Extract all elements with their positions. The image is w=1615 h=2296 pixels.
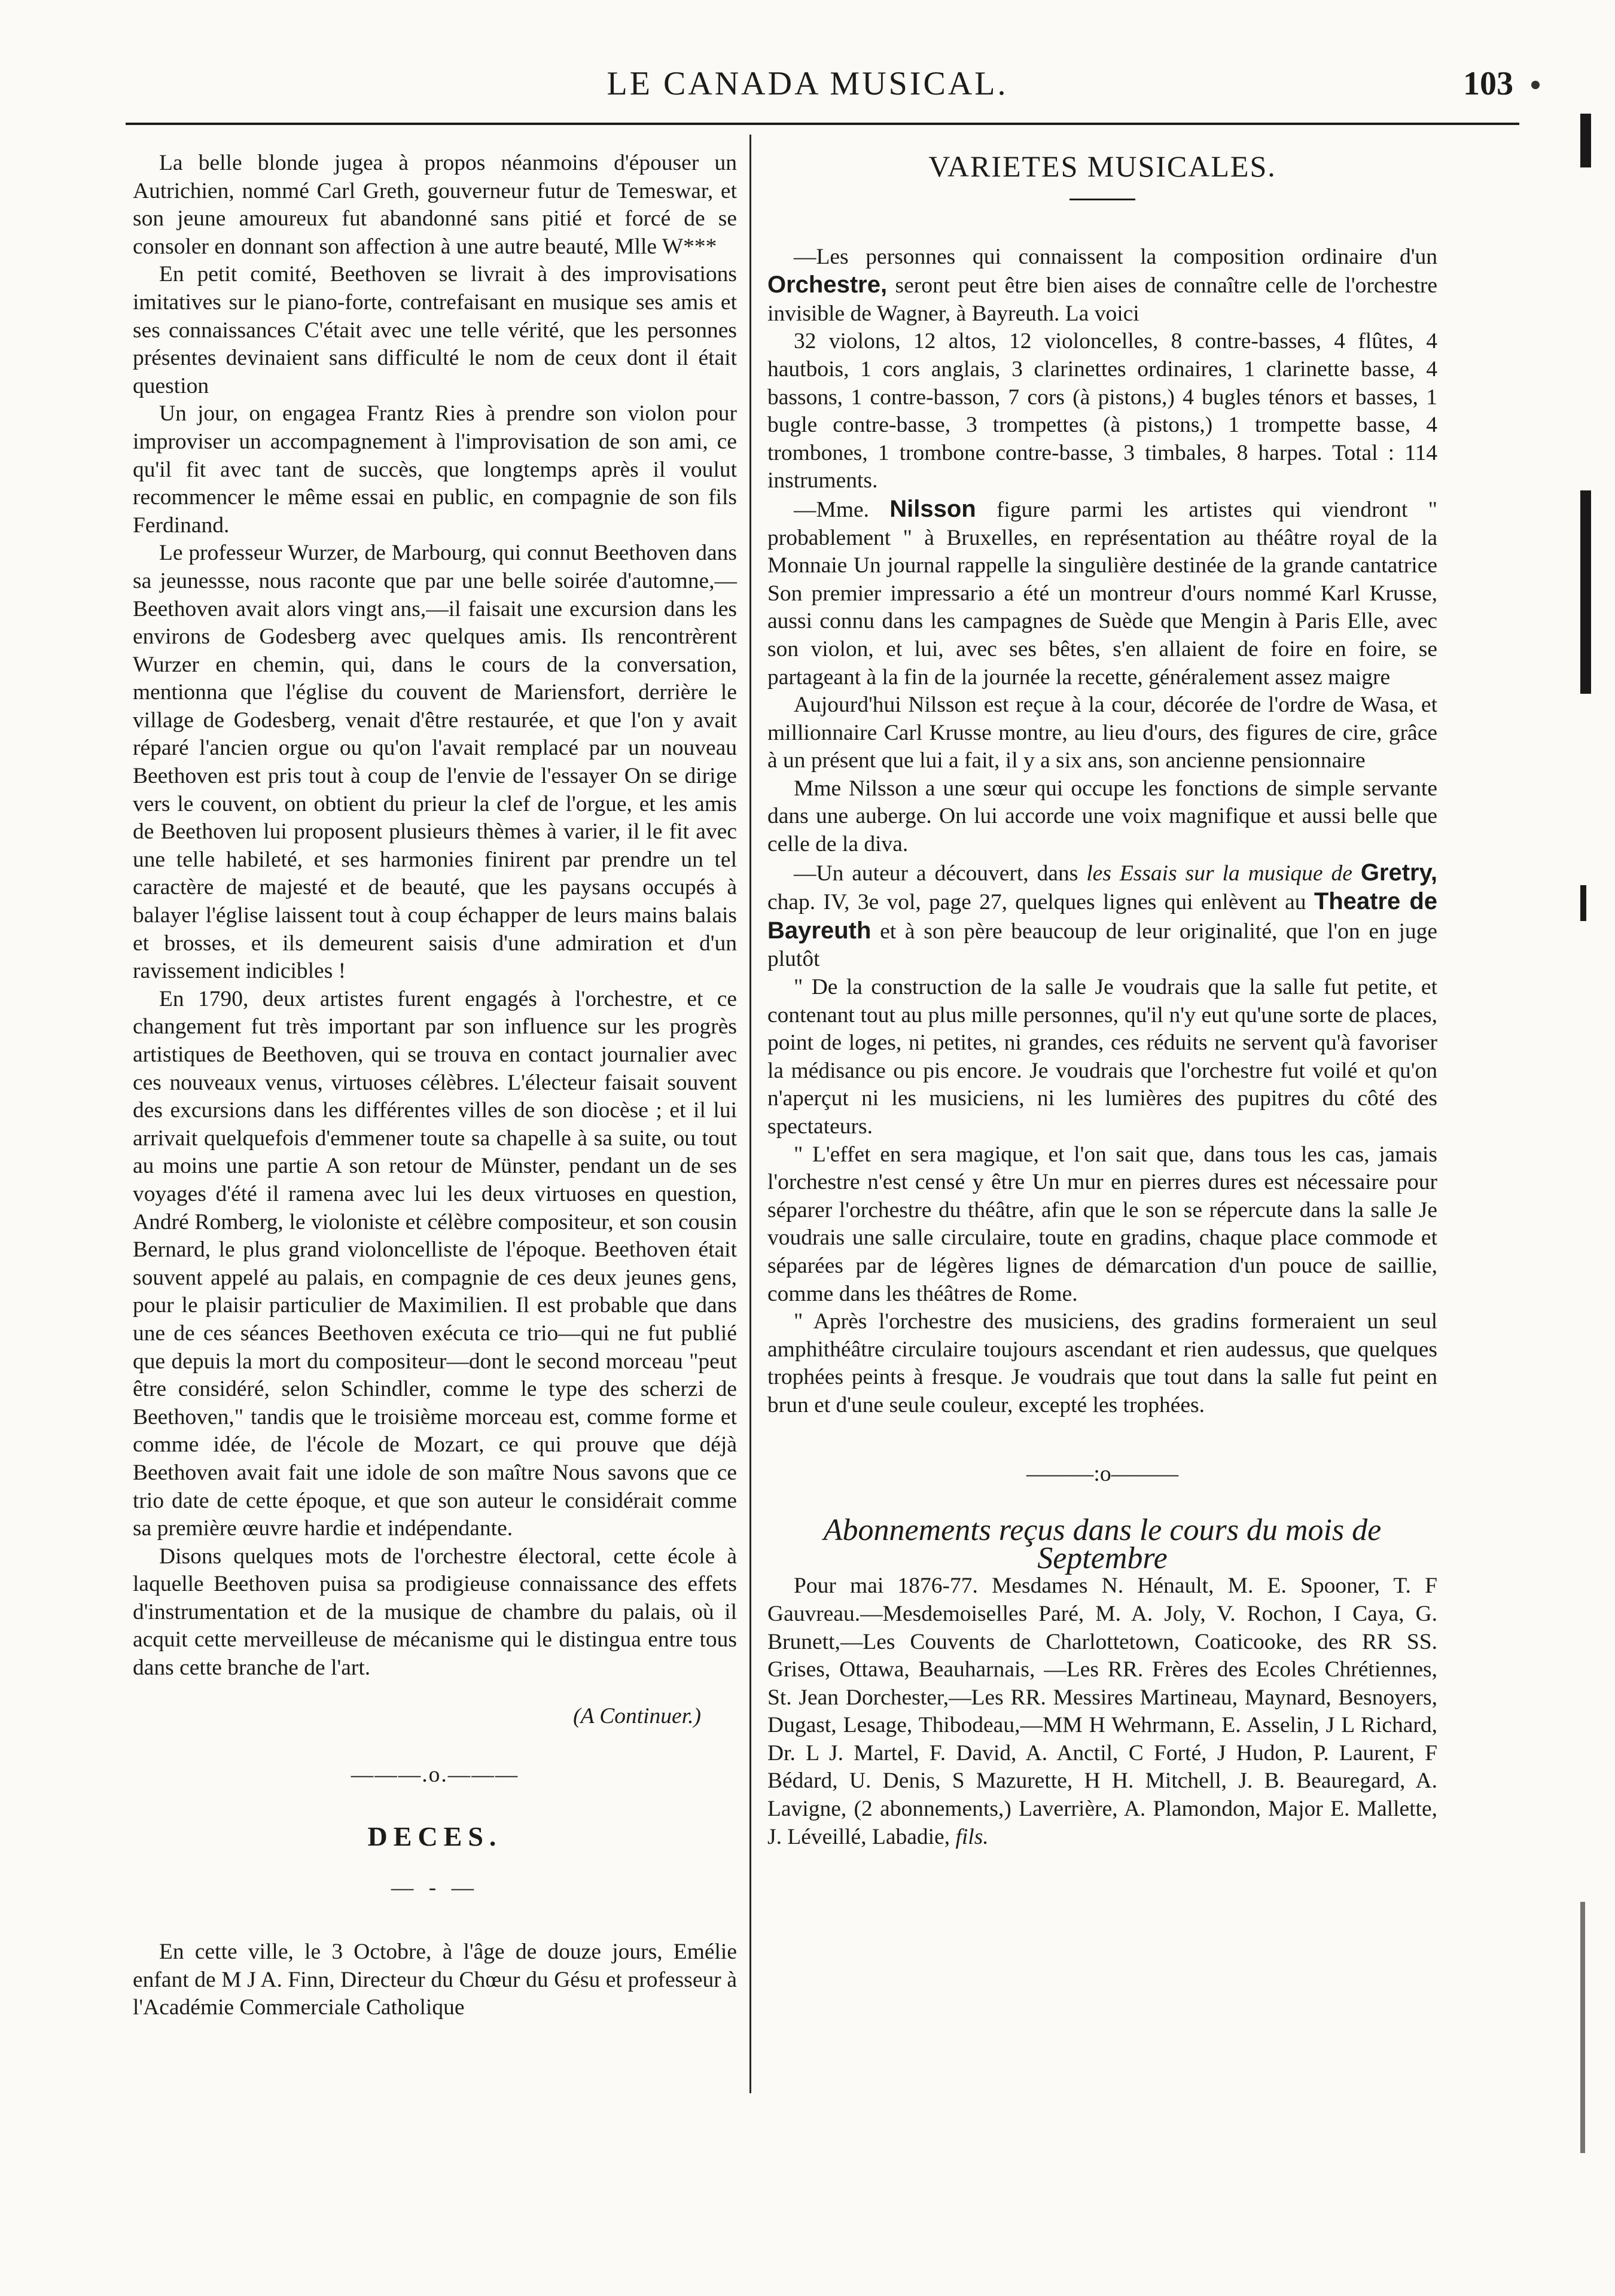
paragraph: —Un auteur a découvert, dans les Essais sur la musique de Gretry, chap. IV, 3e vol, page 27, quelques lignes qui enlèvent au Theatre de Bayreuth et à son père beaucoup de leur originalité, que l'on en juge plutôt [767, 859, 1438, 972]
column-divider [749, 135, 751, 2093]
keyword: Nilsson [889, 495, 976, 522]
scan-edge-mark [1580, 114, 1591, 167]
paragraph: —Mme. Nilsson figure parmi les artistes qui viendront " probablement " à Bruxelles, en représentation au théâtre royal de la Monnaie Un journal rappelle la singulière destinée de la grande cantatrice Son premier impressario a été un montreur d'ours nommé Karl Krusse, aussi connu dans les campagnes de Suède que Mengin à Paris Elle, avec son violon, et lui, avec ses bêtes, s'en allaient de foire en foire, se partageant à la fin de la journée la recette, généralement assez maigre [767, 495, 1437, 690]
abonnements-heading: Abonnements reçus dans le cours du mois de Septembre [823, 1513, 1382, 1575]
scan-edge-mark [1580, 1902, 1585, 2153]
paragraph: —Les personnes qui connaissent la composition ordinaire d'un Orchestre, seront peut être bien aises de connaître celle de l'orchestre invisible de Wagner, à Bayreuth. La voici [767, 244, 1437, 326]
deces-heading: DECES. [367, 1821, 502, 1852]
header-rule [126, 123, 1519, 125]
left-column [133, 150, 737, 2022]
paragraph: " Après l'orchestre des musiciens, des gradins formeraient un seul amphithéâtre circulaire toujours ascendant et rien audessus, que quelques trophées peints à fresque. Je voudrais que tout dans la salle fut peint en brun et d'une seule couleur, excepté les trophées. [767, 1309, 1437, 1417]
paragraph: 32 violons, 12 altos, 12 violoncelles, 8 contre-basses, 4 flûtes, 4 hautbois, 1 cors anglais, 3 clarinettes ordinaires, 1 clarinette basse, 4 bassons, 1 contre-basson, 7 cors (à pistons,) 4 bugles ténors et basses, 1 bugle contre-basse, 3 trompettes (à pistons,) 1 trompette basse, 4 trombones, 1 trombone contre-basse, 3 timbales, 8 harpes. Total : 114 instruments. [767, 329, 1437, 493]
continued-note: (A Continuer.) [573, 1703, 701, 1728]
ink-dot [1531, 81, 1540, 89]
deces-notice: En cette ville, le 3 Octobre, à l'âge de douze jours, Emélie enfant de M J A. Finn, Directeur du Chœur du Gésu et professeur à l'Académie Commerciale Catholique [133, 1940, 737, 2020]
paragraph: " L'effet en sera magique, et l'on sait que, dans tous les cas, jamais l'orchestre n'est censé y être Un mur en pierres dures est nécessaire pour séparer l'orchestre du théâtre, afin que le son se répercute dans la salle Je voudrais une salle circulaire, toute en gradins, chaque place commode et séparées par de légères lignes de démarcation d'un pouce de saillie, comme dans les théâtres de Rome. [767, 1142, 1437, 1306]
paragraph: En 1790, deux artistes furent engagés à l'orchestre, et ce changement fut très important par son influence sur les progrès artistiques de Beethoven, qui se trouva en contact journalier avec ces nouveaux venus, virtuoses célèbres. L'électeur faisait souvent des excursions dans les différentes villes de son diocèse ; et il lui arrivait quelquefois d'emmener toute sa chapelle à sa suite, ou tout au moins une partie A son retour de Münster, pendant un de ses voyages d'été il ramena avec lui les deux virtuoses en question, André Romberg, le violoniste et célèbre compositeur, et son cousin Bernard, le plus grand violoncelliste de l'époque. Beethoven était souvent appelé au palais, en compagnie de ces deux jeunes gens, pour le plaisir particulier de Maximilien. Il est probable que dans une de ces séances Beethoven exécuta ce trio—qui ne fut publié que depuis la mort du compositeur—dont le second morceau "peut être considéré, selon Schindler, comme le type des scherzi de Beethoven," tandis que le troisième morceau est, comme forme et comme idée, de l'école de Mozart, ce qui prouve que déjà Beethoven avait fait une idole de son maître Nous savons que ce trio date de cette époque, et que son auteur le considérait comme sa première œuvre hardie et indépendante. [133, 986, 737, 1541]
keyword: Orchestre, [767, 272, 888, 298]
paragraph: " De la construction de la salle Je voudrais que la salle fut petite, et contenant tout au plus mille personnes, qu'il n'y eut qu'une sorte de places, point de loges, ni petites, ni grandes, ces réduits ne servent qu'à favoriser la médisance ou pis encore. Je voudrais que l'orchestre fut voilé et qu'on n'aperçut ni les musiciens, ni les lumières des pupitres du côté des spectateurs. [767, 975, 1437, 1139]
section-divider: ———:o——— [1026, 1461, 1179, 1486]
paragraph: Le professeur Wurzer, de Marbourg, qui connut Beethoven dans sa jeunessse, nous raconte que par une belle soirée d'automne,—Beethoven avait alors vingt ans,—il faisait une excursion dans les environs de Godesberg avec quelques amis. Ils rencontrèrent Wurzer en chemin, qui, dans le cours de la conversation, mentionna que l'église du couvent de Mariensfort, derrière le village de Godesberg, venait d'être restaurée, et que l'on y avait réparé l'ancien orgue ou qu'on l'avait remplacé par un nouveau Beethoven est pris tout à coup de l'envie de l'essayer On se dirige vers le couvent, on obtient du prieur la clef de l'orgue, et les amis de Beethoven lui proposent plusieurs thèmes à varier, il le fit avec une telle habileté, et ses harmonies finirent par prendre un tel caractère de majesté et de beauté, que les paysans occupés à balayer l'église laissent tout à coup échapper de leurs mains balais et brosses, et ils demeurent saisis d'une admiration et d'un ravissement indicibles ! [133, 541, 737, 984]
deces-divider: — - — [391, 1876, 479, 1901]
paragraph: En petit comité, Beethoven se livrait à des improvisations imitatives sur le piano-forte, contrefaisant en musique ses amis et ses connaissances C'était avec une telle vérité, que les personnes présentes devinaient sans difficulté le nom de ceux dont il était question [133, 262, 737, 398]
right-column [767, 150, 1438, 1851]
paragraph: Aujourd'hui Nilsson est reçue à la cour, décorée de l'ordre de Wasa, et millionnaire Carl Krusse montre, au lieu d'ours, des figures de cire, grâce à un présent que lui a fait, il y a six ans, son ancienne pensionnaire [767, 693, 1437, 773]
varietes-heading: VARIETES MUSICALES. [928, 150, 1276, 183]
scan-edge-mark [1580, 490, 1591, 694]
abonnements-list: Pour mai 1876-77. Mesdames N. Hénault, M. E. Spooner, T. F Gauvreau.—Mesdemoiselles Paré, M. A. Joly, V. Rochon, I Caya, G. Brunett,—Les Couvents de Charlottetown, Coaticooke, des RR SS. Grises, Ottawa, Beauharnais, —Les RR. Frères des Ecoles Chrétiennes, St. Jean Dorchester,—Les RR. Messires Martineau, Maynard, Besnoyers, Dugast, Lesage, Thibodeau,—MM H Wehrmann, E. Asselin, J L Richard, Dr. L J. Martel, F. David, A. Anctil, C Forté, J Hudon, P. Laurent, F Bédard, U. Denis, S Mazurette, H H. Mitchell, J. B. Beauregard, A. Lavigne, (2 abonnements,) Laverrière, A. Plamondon, Major E. Mallette, J. Léveillé, Labadie, fils. [767, 1574, 1437, 1849]
heading-rule [1069, 199, 1135, 200]
paragraph: La belle blonde jugea à propos néanmoins d'épouser un Autrichien, nommé Carl Greth, gouverneur futur de Temeswar, et son jeune amoureux fut abandonné sans pitié et forcé de se consoler en donnant son affection à une autre beauté, Mlle W*** [133, 151, 737, 259]
paragraph: Disons quelques mots de l'orchestre électoral, cette école à laquelle Beethoven puisa sa prodigieuse connaissance des effets d'instrumentation et de la musique de chambre du palais, où il acquit cette merveilleuse de mécanisme qui le distingua entre tous dans cette branche de l'art. [133, 1544, 737, 1681]
keyword: Theatre de Bayreuth [767, 888, 1437, 944]
book-title: les Essais sur la musique de [1086, 861, 1352, 886]
paragraph: Un jour, on engagea Frantz Ries à prendre son violon pour improviser un accompagnement à l'improvisation de son ami, ce qu'il fit avec tant de succès, que longtemps après il voulut recommencer le même essai en public, en compagnie de son fils Ferdinand. [133, 401, 737, 538]
section-divider: ———.o.——— [351, 1763, 519, 1788]
scan-edge-mark [1580, 885, 1586, 921]
masthead-title: LE CANADA MUSICAL. [607, 65, 1008, 102]
keyword: Gretry, [1360, 859, 1438, 886]
page-number: 103 [1463, 65, 1513, 102]
paragraph: Mme Nilsson a une sœur qui occupe les fonctions de simple servante dans une auberge. On lui accorde une voix magnifique et aussi belle que celle de la diva. [767, 776, 1437, 857]
